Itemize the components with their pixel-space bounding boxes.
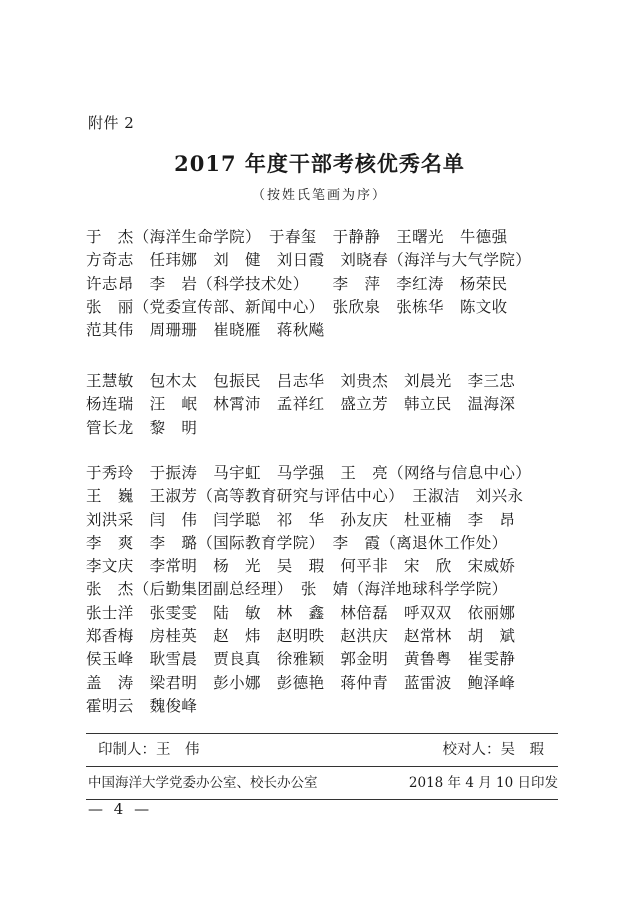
name-line: 张士洋 张雯雯 陆 敏 林 鑫 林倍磊 呼双双 依丽娜 [86,603,516,622]
name-line: 李 爽 李 璐（国际教育学院） 李 霞（离退休工作处） [86,533,508,552]
printer-label: 印制人：王 伟 [98,742,200,758]
name-line: 于秀玲 于振涛 马宇虹 马学强 王 亮（网络与信息中心） [86,464,532,482]
name-line: 于 杰（海洋生命学院） 于春玺 于静静 王曙光 牛德强 [86,228,508,246]
name-line: 王 巍 王淑芳（高等教育研究与评估中心） 王淑洁 刘兴永 [86,487,524,506]
name-line: 张 丽（党委宣传部、新闻中心） 张欣泉 张栋华 陈文收 [86,297,508,316]
name-line: 范其伟 周珊珊 崔晓雁 蒋秋飚 [86,321,325,340]
name-group-3 [86,462,556,718]
name-line: 方奇志 任玮娜 刘 健 刘日霞 刘晓春（海洋与大气学院） [86,251,532,270]
document-title: 2017 年度干部考核优秀名单 [174,151,465,176]
name-line: 侯玉峰 耿雪晨 贾良真 徐雅颖 郭金明 黄鲁粤 崔雯静 [86,650,516,669]
name-line: 王慧敏 包木太 包振民 吕志华 刘贵杰 刘晨光 李三忠 [86,372,516,390]
page-number: — 4 — [88,800,153,818]
document-subtitle: （按姓氏笔画为序） [251,188,387,203]
name-line: 许志昂 李 岩（科学技术处） 李 萍 李红涛 杨荣民 [86,274,508,293]
name-group-2 [86,370,556,440]
name-line: 张 杰（后勤集团副总经理） 张 婧（海洋地球科学学院） [86,580,508,599]
name-line: 霍明云 魏俊峰 [86,696,198,715]
attachment-label: 附件 2 [88,114,135,132]
name-line: 郑香梅 房桂英 赵 炜 赵明昳 赵洪庆 赵常林 胡 斌 [86,627,516,646]
footer-signers-row [86,734,558,767]
name-line: 李文庆 李常明 杨 光 吴 瑕 何平非 宋 欣 宋威娇 [86,557,516,576]
name-line: 管长龙 黎 明 [86,418,198,437]
name-line: 盖 涛 梁君明 彭小娜 彭德艳 蒋仲青 蓝雷波 鲍泽峰 [86,673,516,692]
footer-issuer-row [86,767,558,800]
document-footer [86,733,558,800]
name-line: 刘洪采 闫 伟 闫学聪 祁 华 孙友庆 杜亚楠 李 昂 [86,510,516,529]
name-line: 杨连瑞 汪 岷 林霄沛 孟祥红 盛立芳 韩立民 温海深 [86,395,516,414]
issue-date: 2018 年 4 月 10 日印发 [408,775,558,791]
proofreader-label: 校对人：吴 瑕 [442,742,544,758]
name-group-1 [86,226,556,342]
issuer-label: 中国海洋大学党委办公室、校长办公室 [88,775,318,791]
